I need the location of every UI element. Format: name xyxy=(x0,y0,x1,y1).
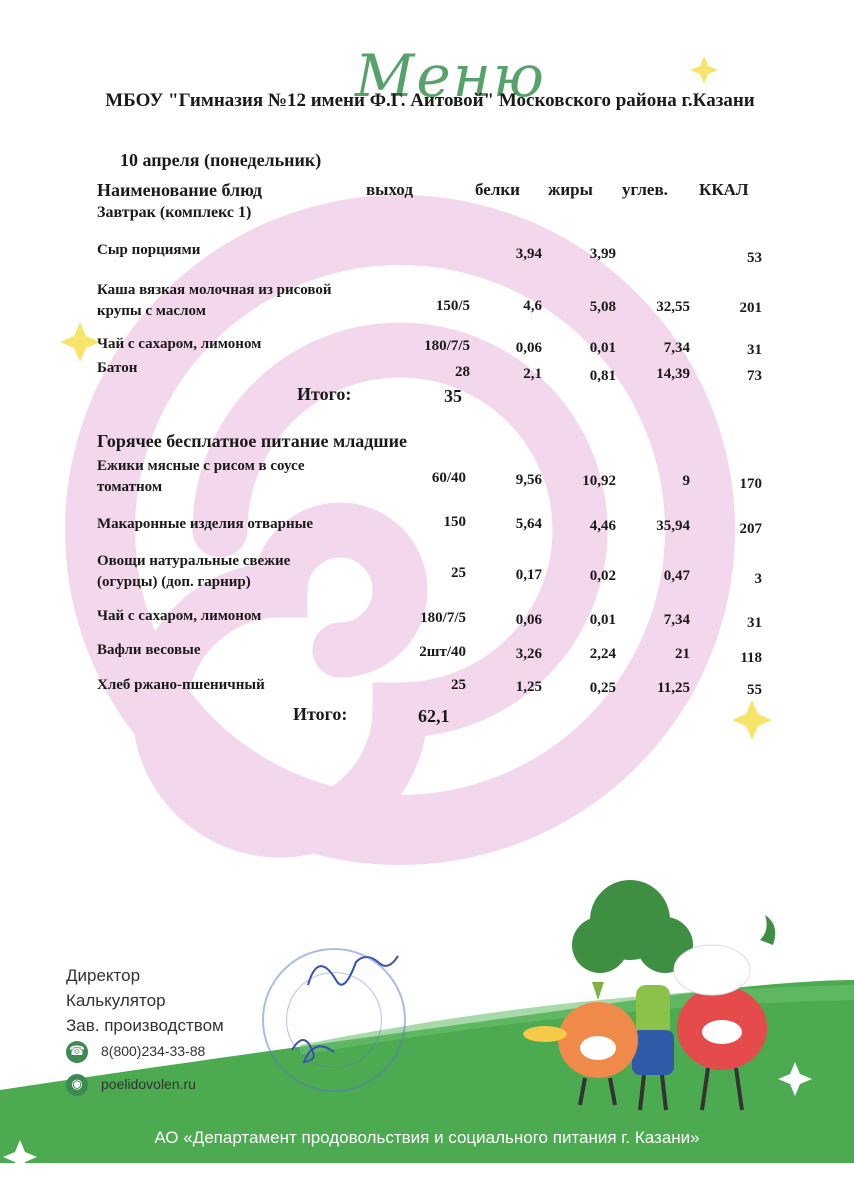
dish-output: 25 xyxy=(451,677,466,693)
dish-fat: 10,92 xyxy=(582,473,616,489)
dish-carbs: 0,47 xyxy=(663,568,690,584)
dish-fat: 0,01 xyxy=(589,340,616,356)
dish-output: 180/7/5 xyxy=(424,338,470,354)
contact-website[interactable]: poelidovolen.ru xyxy=(101,1076,196,1092)
dish-output: 60/40 xyxy=(431,470,466,486)
school-name: МБОУ "Гимназия №12 имени Ф.Г. Аитовой" Московского района г.Казани xyxy=(105,90,755,111)
signature-roles xyxy=(66,963,224,1038)
dish-fat: 0,25 xyxy=(589,680,616,696)
column-header-carbs: углев. xyxy=(622,180,668,199)
dish-fat: 0,02 xyxy=(589,568,616,584)
dish-carbs: 9 xyxy=(682,473,690,489)
dish-output: 25 xyxy=(451,565,466,581)
dish-kcal: 31 xyxy=(747,615,762,631)
star-icon xyxy=(690,56,718,84)
dish-carbs: 7,34 xyxy=(663,340,690,356)
dish-kcal: 55 xyxy=(747,682,762,698)
dish-output: 150/5 xyxy=(435,298,470,314)
dish-kcal: 73 xyxy=(747,368,762,384)
menu-logo: Меню xyxy=(355,42,546,110)
dish-kcal: 31 xyxy=(747,342,762,358)
dish-protein: 0,06 xyxy=(515,340,542,356)
dish-kcal: 170 xyxy=(739,476,762,492)
role-production-head: Зав. производством xyxy=(66,1016,224,1035)
dish-protein: 9,56 xyxy=(515,472,542,488)
dish-carbs: 14,39 xyxy=(656,366,690,382)
star-icon xyxy=(60,322,100,362)
lunch-total-label: Итого: xyxy=(293,704,348,724)
dish-carbs: 21 xyxy=(675,646,690,662)
column-header-name: Наименование блюд xyxy=(97,180,262,200)
dish-kcal: 207 xyxy=(739,521,762,537)
dish-output: 28 xyxy=(455,364,470,380)
menu-date: 10 апреля (понедельник) xyxy=(120,150,322,170)
dish-name: Чай с сахаром, лимоном xyxy=(97,608,262,624)
dish-protein: 3,26 xyxy=(515,646,542,662)
globe-icon: ◉ xyxy=(66,1074,88,1096)
column-header-fat: жиры xyxy=(548,180,593,199)
dish-fat: 5,08 xyxy=(589,299,616,315)
dish-carbs: 11,25 xyxy=(657,680,690,696)
contact-phone[interactable]: 8(800)234-33-88 xyxy=(101,1043,206,1059)
dish-kcal: 3 xyxy=(754,571,762,587)
dish-fat: 0,81 xyxy=(589,368,616,384)
dish-name: Овощи натуральные свежие (огурцы) (доп. гарнир) xyxy=(97,553,291,590)
dish-carbs: 35,94 xyxy=(656,518,690,534)
dish-name: Чай с сахаром, лимоном xyxy=(97,336,262,352)
breakfast-total-label: Итого: xyxy=(297,384,352,404)
dish-carbs: 32,55 xyxy=(656,299,690,315)
dish-protein: 4,6 xyxy=(523,298,542,314)
dish-output: 150 xyxy=(443,514,466,530)
dish-protein: 1,25 xyxy=(515,679,542,695)
dish-output: 180/7/5 xyxy=(420,610,466,626)
dish-kcal: 53 xyxy=(747,250,762,266)
column-header-protein: белки xyxy=(475,180,520,199)
dish-protein: 5,64 xyxy=(515,516,542,532)
lunch-total-value: 62,1 xyxy=(418,706,450,726)
dish-fat: 2,24 xyxy=(589,646,616,662)
official-stamp xyxy=(262,948,406,1092)
dish-name: Хлеб ржано-пшеничный xyxy=(97,677,265,693)
dish-protein: 0,17 xyxy=(515,567,542,583)
dish-protein: 2,1 xyxy=(523,366,542,382)
section-title-breakfast: Завтрак (комплекс 1) xyxy=(97,204,252,221)
dish-output: 2шт/40 xyxy=(419,644,466,660)
column-header-kcal: ККАЛ xyxy=(699,180,749,199)
department-name: АО «Департамент продовольствия и социального питания г. Казани» xyxy=(154,1128,700,1147)
dish-fat: 3,99 xyxy=(589,246,616,262)
dish-name: Макаронные изделия отварные xyxy=(97,516,314,532)
star-icon xyxy=(732,700,772,740)
dish-name: Сыр порциями xyxy=(97,242,201,258)
dish-name: Вафли весовые xyxy=(97,642,201,658)
dish-protein: 0,06 xyxy=(515,612,542,628)
breakfast-total-value: 35 xyxy=(444,386,462,406)
role-calculator: Калькулятор xyxy=(66,991,166,1010)
dish-fat: 4,46 xyxy=(589,518,616,534)
dish-name: Каша вязкая молочная из рисовой крупы с маслом xyxy=(97,282,332,319)
dish-fat: 0,01 xyxy=(589,612,616,628)
role-director: Директор xyxy=(66,966,141,985)
section-title-lunch: Горячее бесплатное питание младшие xyxy=(97,431,407,451)
dish-name: Ежики мясные с рисом в соусе томатном xyxy=(97,458,305,495)
dish-kcal: 201 xyxy=(739,300,762,316)
dish-kcal: 118 xyxy=(740,650,762,666)
dish-carbs: 7,34 xyxy=(663,612,690,628)
phone-icon: ☎ xyxy=(66,1041,88,1063)
column-header-output: выход xyxy=(366,180,413,199)
dish-protein: 3,94 xyxy=(515,246,542,262)
dish-name: Батон xyxy=(97,360,138,376)
